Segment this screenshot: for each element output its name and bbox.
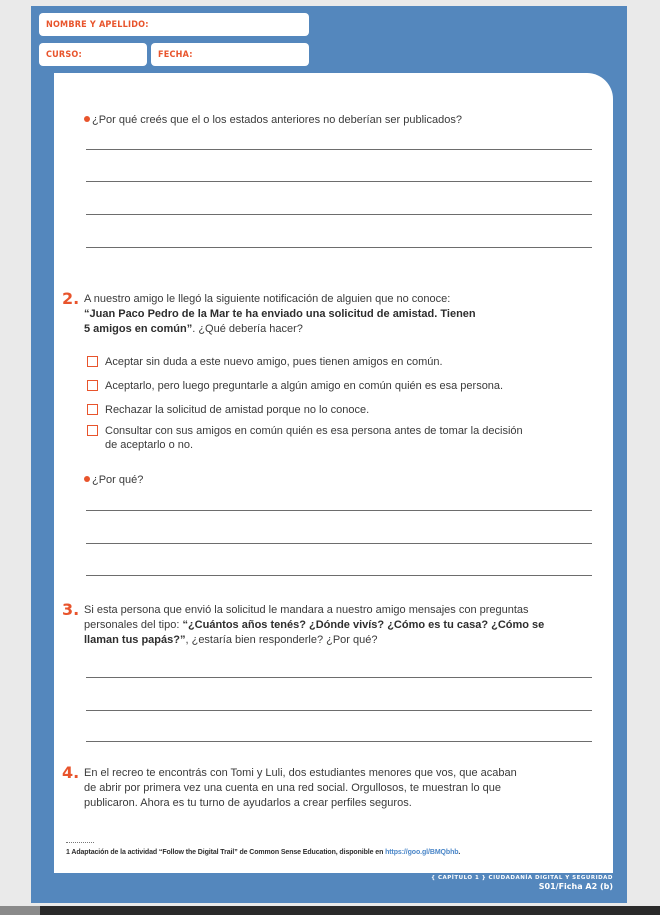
course-label: CURSO: <box>46 50 82 60</box>
q2-number: 2. <box>62 289 80 308</box>
viewer-bottom-bar <box>0 906 660 915</box>
q2-option[interactable]: Consultar con sus amigos en común quién es esa persona antes de tomar la decisión de aceptarlo o no. <box>87 424 532 452</box>
name-label: NOMBRE Y APELLIDO: <box>46 20 149 30</box>
q2-why: ¿Por qué? <box>84 473 143 488</box>
q4-text: En el recreo te encontrás con Tomi y Luli, dos estudiantes menores que vos, que acaban de abrir por primera vez una cuenta en una red social. Orgullosos, te muestran lo que publicaron. Ahora es tu turno de ayudarlos a crear perfiles seguros. <box>84 767 517 809</box>
q1-prompt: ¿Por qué creés que el o los estados anteriores no deberían ser publicados? <box>84 113 462 128</box>
q3-number: 3. <box>62 600 80 619</box>
bullet-icon <box>84 116 90 122</box>
question-card <box>54 73 613 873</box>
chapter-footer <box>431 875 613 891</box>
date-field[interactable] <box>151 43 309 66</box>
answer-line[interactable] <box>86 741 592 742</box>
q2-text: A nuestro amigo le llegó la siguiente notificación de alguien que no conoce: “Juan Paco Pedro de la Mar te ha enviado una solicitud de amistad. Tienen 5 amigos en común”. ¿Qué debería hacer? <box>84 293 476 335</box>
q2-option[interactable]: Aceptarlo, pero luego preguntarle a algún amigo en común quién es esa persona. <box>87 379 557 393</box>
footnote: 1 Adaptación de la actividad “Follow the Digital Trail” de Common Sense Education, disponible en https://goo.gl/BMQbhb. <box>66 849 461 856</box>
answer-line[interactable] <box>86 510 592 511</box>
checkbox[interactable] <box>87 356 98 367</box>
checkbox[interactable] <box>87 425 98 436</box>
answer-line[interactable] <box>86 543 592 544</box>
checkbox[interactable] <box>87 380 98 391</box>
footnote-divider <box>66 842 94 843</box>
viewer-bar-segment <box>0 906 40 915</box>
answer-line[interactable] <box>86 575 592 576</box>
footnote-link[interactable]: https://goo.gl/BMQbhb <box>385 849 459 856</box>
q3-text: Si esta persona que envió la solicitud le mandara a nuestro amigo mensajes con preguntas personales del tipo: “¿Cuántos años tenés? ¿Dónde vivís? ¿Cómo es tu casa? ¿Cómo se llaman tus papás?”, ¿estaría bien responderle? ¿Por qué? <box>84 604 545 646</box>
checkbox[interactable] <box>87 404 98 415</box>
answer-line[interactable] <box>86 214 592 215</box>
q2-option[interactable]: Aceptar sin duda a este nuevo amigo, pues tienen amigos en común. <box>87 355 557 369</box>
sheet-code: S01/Ficha A2 (b) <box>538 882 613 891</box>
date-label: FECHA: <box>158 50 193 60</box>
q2-option[interactable]: Rechazar la solicitud de amistad porque no lo conoce. <box>87 403 557 417</box>
chapter-label: { CAPÍTULO 1 } CIUDADANÍA DIGITAL Y SEGURIDAD <box>431 875 613 881</box>
worksheet-page <box>31 6 627 903</box>
answer-line[interactable] <box>86 710 592 711</box>
answer-line[interactable] <box>86 149 592 150</box>
answer-line[interactable] <box>86 677 592 678</box>
name-field[interactable] <box>39 13 309 36</box>
q4-number: 4. <box>62 763 80 782</box>
answer-line[interactable] <box>86 181 592 182</box>
bullet-icon <box>84 476 90 482</box>
course-field[interactable] <box>39 43 147 66</box>
answer-line[interactable] <box>86 247 592 248</box>
